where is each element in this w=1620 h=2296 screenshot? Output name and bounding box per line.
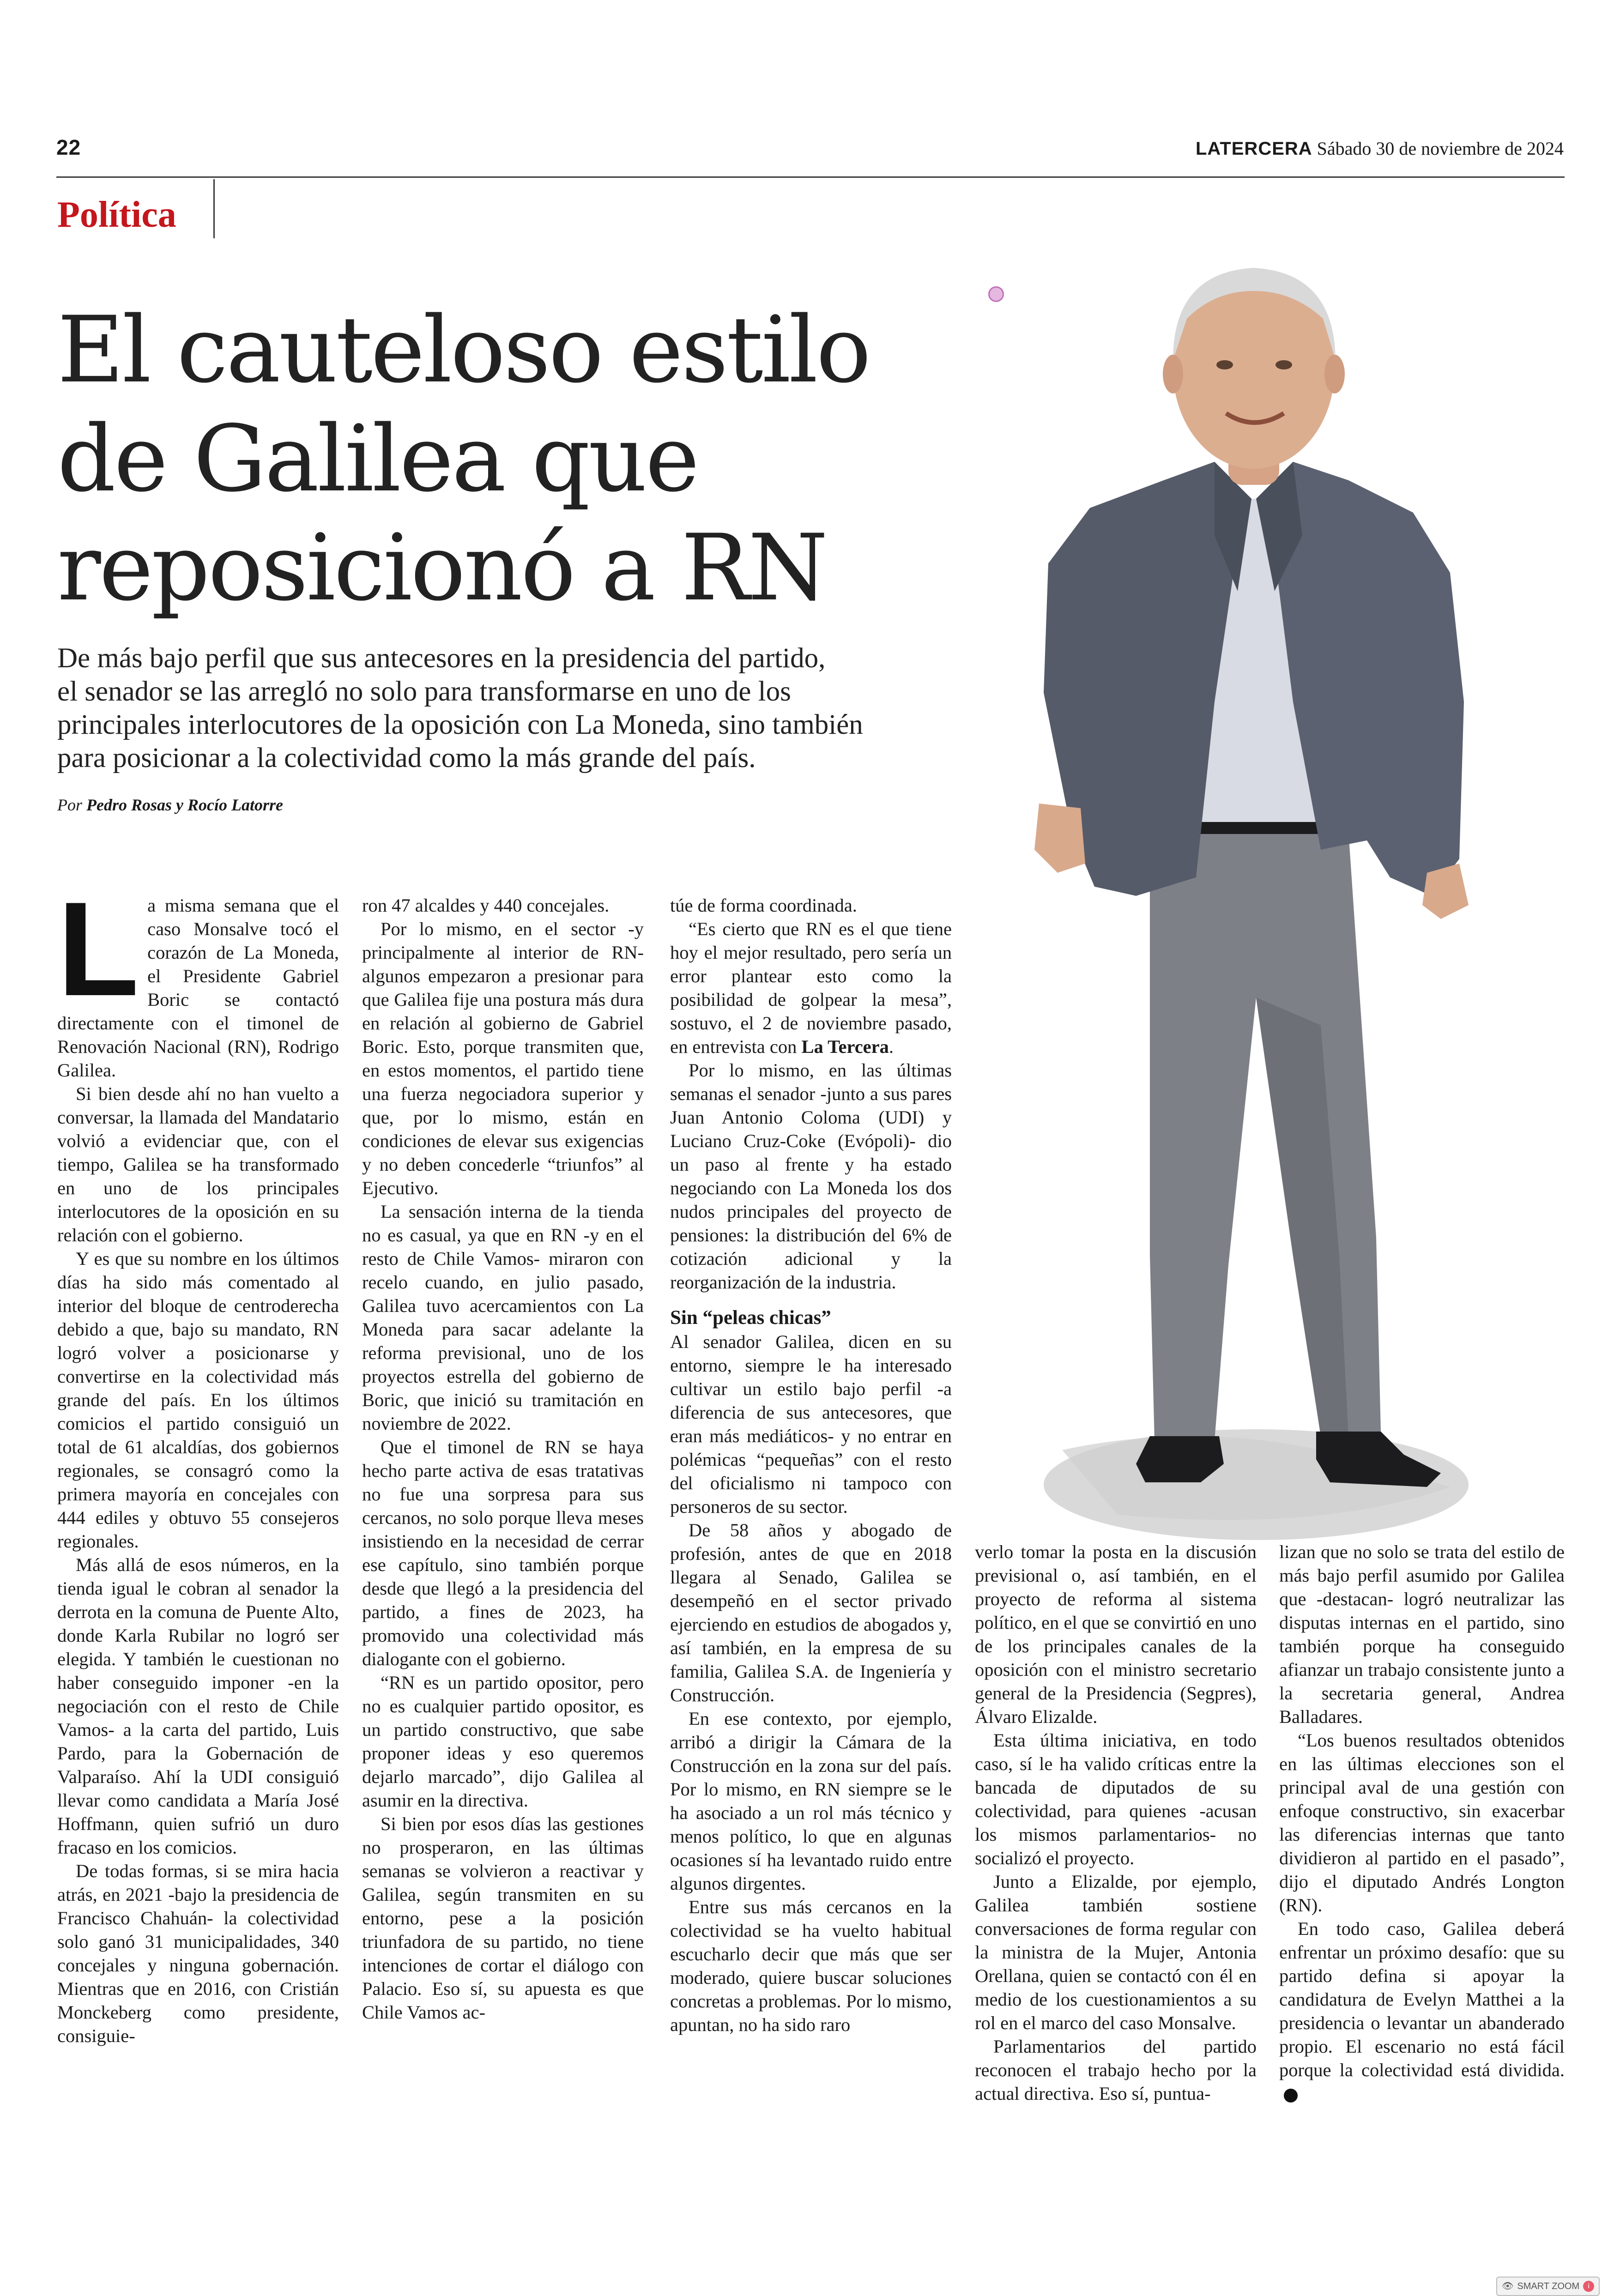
left-eye <box>1216 360 1233 369</box>
paragraph: Esta última iniciativa, en todo caso, sí le ha valido críticas entre la bancada de diputados de su colectividad, para quienes -acusan los mismos parlamentarios- no socializó el proyecto. <box>975 1730 1257 1868</box>
newspaper-brand: LATERCERA <box>1195 139 1312 159</box>
paragraph: Entre sus más cercanos en la colectividad se ha vuelto habitual escucharlo decir que más que ser moderado, quiere buscar soluciones concretas a problemas. Por lo mismo, apuntan, no ha sido raro <box>670 1897 952 2035</box>
article-column-2 <box>362 894 644 2024</box>
paragraph: En ese contexto, por ejemplo, arribó a dirigir la Cámara de la Construcción en la zona sur del país. Por lo mismo, en RN siempre se le ha asociado a un rol más técnico y menos político, lo que en algunas ocasiones sí ha levantado ruido entre algunos dirgentes. <box>670 1708 952 1894</box>
paragraph: a misma semana que el caso Monsalve tocó el corazón de La Moneda, el Presidente Gabriel Boric se contactó directamente con el timonel de Renovación Nacional (RN), Rodrigo Galilea. <box>57 895 339 1081</box>
dek <box>57 642 981 775</box>
headline-line: reposicionó a RN <box>57 514 827 621</box>
paragraph-text: “Es cierto que RN es el que tiene hoy el mejor resultado, pero sería un error plantear esto como la posibilidad de golpear la mesa”, sostuvo, el 2 de noviembre pasado, en entrevista con <box>670 918 952 1057</box>
left-hand <box>1034 804 1085 873</box>
section-divider <box>213 179 215 238</box>
left-ear <box>1163 355 1183 393</box>
paragraph: “Es cierto que RN es el que tiene hoy el mejor resultado, pero sería un error plantear esto como la posibilidad de golpear la mesa”, sostuvo, el 2 de noviembre pasado, en entrevista con La Tercera. <box>670 918 952 1057</box>
paragraph: Al senador Galilea, dicen en su entorno, siempre le ha interesado cultivar un estilo bajo perfil -a diferencia de sus antecesores, que eran más mediáticos- y no entrar en polémicas “pequeñas” con el resto del oficialismo ni tampoco con personeros de su sector. <box>670 1331 952 1517</box>
paragraph <box>1279 1917 1565 2105</box>
byline-prefix: Por <box>57 796 82 814</box>
trousers <box>1150 831 1381 1441</box>
dek-line: De más bajo perfil que sus antecesores en la presidencia del partido, <box>57 643 826 674</box>
paragraph: Por lo mismo, en las últimas semanas el senador -junto a sus pares Juan Antonio Coloma (UDI) y Luciano Cruz-Coke (Evópoli)- dio un paso al frente y ha estado negociando con La Moneda los dos nudos principales del proyecto de pensiones: la distribución del 6% de cotización adicional y la reorganización de la industria. <box>670 1060 952 1293</box>
paragraph: De todas formas, si se mira hacia atrás, en 2021 -bajo la presidencia de Francisco Chahuán- la colectividad solo ganó 31 municipalidades, 340 concejales y ninguna gobernación. Mientras que en 2016, con Cristián Monckeberg como presidente, consiguie- <box>57 1861 339 2046</box>
smart-zoom-button[interactable] <box>1496 2277 1600 2296</box>
portrait-photo <box>997 240 1510 1561</box>
paragraph: Junto a Elizalde, por ejemplo, Galilea también sostiene conversaciones de forma regular con la ministra de la Mujer, Antonia Orellana, quien se contactó con él en medio de los cuestionamientos a su rol en el marco del caso Monsalve. <box>975 1871 1257 2033</box>
headline-line: El cauteloso estilo <box>57 296 870 403</box>
paragraph: Si bien desde ahí no han vuelto a conversar, la llamada del Mandatario volvió a evidenciar que, con el tiempo, Galilea se ha transformado en uno de los principales interlocutores de la oposición en su relación con el gobierno. <box>57 1083 339 1245</box>
dek-line: para posicionar a la colectividad como la más grande del país. <box>57 743 756 773</box>
right-ear <box>1324 355 1345 393</box>
masthead <box>1196 138 1564 159</box>
dek-line: el senador se las arregló no solo para transformarse en uno de los <box>57 676 791 707</box>
article-column-4 <box>975 1540 1257 2105</box>
paragraph: ron 47 alcaldes y 440 concejales. <box>362 895 610 916</box>
dek-line: principales interlocutores de la oposición con La Moneda, sino también <box>57 709 863 740</box>
drop-cap: L <box>57 874 139 1024</box>
byline <box>57 795 283 815</box>
article-column-1 <box>57 874 339 2048</box>
paragraph: Más allá de esos números, en la tienda igual le cobran al senador la derrota en la comuna de Puente Alto, donde Karla Rubilar no logró ser elegida. Y también le cuestionan no haber conseguido imponer -en la negociación con el resto de Chile Vamos- a la carta del partido, Luis Pardo, para la Gobernación de Valparaíso. Ahí la UDI consiguió llevar como candidata a María José Hoffmann, quien sufrió un duro fracaso en los comicios. <box>57 1554 339 1858</box>
headline-line: de Galilea que <box>57 405 698 512</box>
paragraph: Que el timonel de RN se haya hecho parte activa de esas tratativas no fue una sorpresa para sus cercanos, no solo porque lleva meses insistiendo en la necesidad de cerrar ese capítulo, sino también porque desde que llegó a la presidencia del partido, a fines de 2023, ha promovido una colectividad más dialogante con el gobierno. <box>362 1437 644 1669</box>
byline-authors: Pedro Rosas y Rocío Latorre <box>86 796 283 814</box>
paragraph: La sensación interna de la tienda no es casual, ya que en RN -y en el resto de Chile Vamos- miraron con recelo cuando, en julio pasado, Galilea tuvo acercamientos con La Moneda para sacar adelante la reforma previsional, uno de los proyectos estrella del gobierno de Boric, que inició su tramitación en noviembre de 2022. <box>362 1201 644 1434</box>
section-label: Política <box>57 194 176 235</box>
eye-icon: 👁 <box>1502 2281 1514 2291</box>
paragraph: Si bien por esos días las gestiones no prosperaron, en las últimas semanas se volvieron a reactivar y Galilea, según transmiten en su entorno, pese a la posición triunfadora de su partido, no tiene intenciones de cortar el diálogo con Palacio. Eso sí, su apuesta es que Chile Vamos ac- <box>362 1813 644 2023</box>
paragraph: Y es que su nombre en los últimos días ha sido más comentado al interior del bloque de centroderecha debido a que, bajo su mandato, RN logró volver a posicionarse y convertirse en la colectividad más grande del país. En los últimos comicios el partido consiguió un total de 61 alcaldías, dos gobiernos regionales, se consagró como la primera mayoría en concejales con 444 ediles y obtuvo 55 consejeros regionales. <box>57 1248 339 1552</box>
smart-zoom-label: SMART ZOOM <box>1517 2281 1580 2291</box>
interview-outlet: La Tercera <box>801 1036 889 1057</box>
paragraph: Por lo mismo, en el sector -y principalmente al interior de RN- algunos empezaron a presionar para que Galilea fije una postura más dura en relación al gobierno de Gabriel Boric. Esto, porque transmiten que, en estos momentos, el partido tiene una fuerza negociadora superior y que, por lo mismo, están en condiciones de elevar sus exigencias y no deben concederle “triunfos” al Ejecutivo. <box>362 918 644 1198</box>
paragraph: verlo tomar la posta en la discusión previsional o, así también, en el proyecto de reforma al sistema político, en el que se convirtió en uno de los principales canales de la oposición con el ministro secretario general de la Presidencia (Segpres), Álvaro Elizalde. <box>975 1541 1257 1727</box>
paragraph-text: En todo caso, Galilea deberá enfrentar un próximo desafío: que su partido defina si apoyar la candidatura de Evelyn Matthei a la presidencia o levantar un abanderado propio. El escenario no está fácil porque la colectividad está dividida. <box>1279 1918 1565 2080</box>
right-eye <box>1275 360 1292 369</box>
header-rule <box>56 176 1565 178</box>
subhead: Sin “peleas chicas” <box>670 1307 831 1329</box>
issue-date: Sábado 30 de noviembre de 2024 <box>1317 138 1564 159</box>
paragraph: lizan que no solo se trata del estilo de más bajo perfil asumido por Galilea que -destacan- logró neutralizar las disputas internas en el partido, sino también porque ha conseguido afianzar un trabajo consistente junto a la secretaria general, Andrea Balladares. <box>1279 1541 1565 1727</box>
paragraph: Parlamentarios del partido reconocen el trabajo hecho por la actual directiva. Eso sí, puntua- <box>975 2036 1257 2104</box>
paragraph: “RN es un partido opositor, pero no es cualquier partido opositor, es un partido constructivo, que sabe proponer ideas y eso queremos dejarlo marcado”, dijo Galilea al asumir en la directiva. <box>362 1672 644 1811</box>
headline <box>57 296 981 622</box>
paragraph: “Los buenos resultados obtenidos en las últimas elecciones son el principal aval de una gestión con enfoque constructivo, sin exacerbar las diferencias internas que tanto dividieron al partido en el pasado”, dijo el diputado Andrés Longton (RN). <box>1279 1730 1565 1915</box>
article-column-5 <box>1279 1540 1565 2105</box>
paragraph: De 58 años y abogado de profesión, antes de que en 2018 llegara al Senado, Galilea se desempeñó en el sector privado ejerciendo en estudios de abogados y, así también, en la empresa de su familia, Galilea S.A. de Ingeniería y Construcción. <box>670 1520 952 1705</box>
smart-zoom-badge: i <box>1583 2281 1594 2292</box>
paragraph: túe de forma coordinada. <box>670 895 857 916</box>
end-mark-icon <box>1284 2089 1298 2103</box>
article-column-3 <box>670 894 952 2036</box>
page-number: 22 <box>56 135 81 159</box>
